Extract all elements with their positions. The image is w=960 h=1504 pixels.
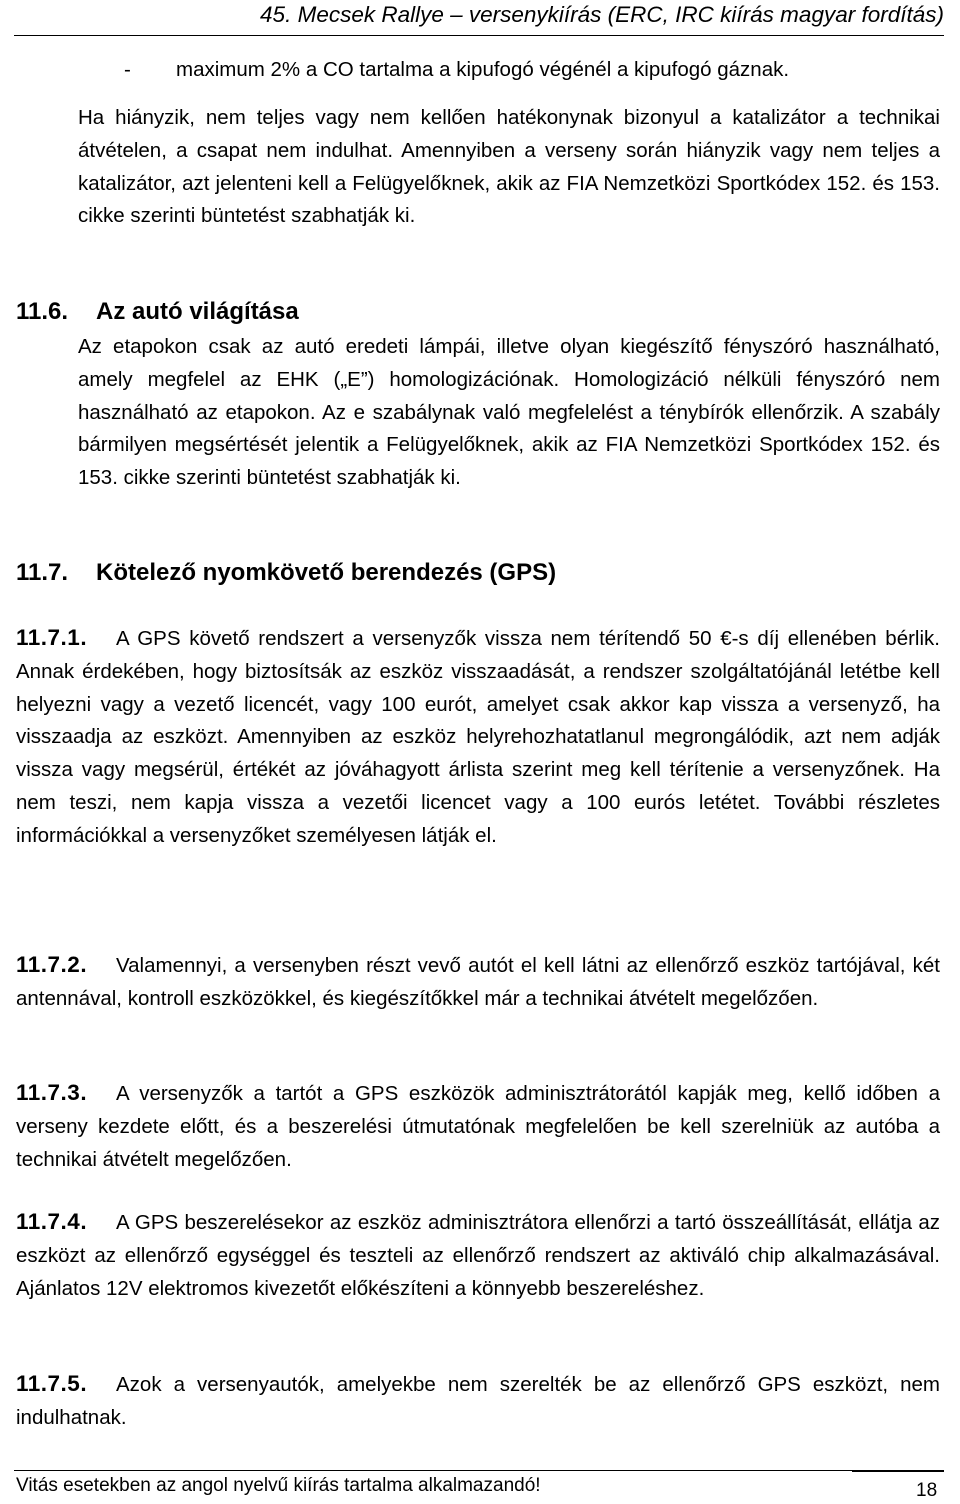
page-number: 18: [916, 1480, 938, 1501]
subsection-11-7-2: [16, 949, 940, 1016]
dash-marker: -: [124, 58, 131, 81]
subsection-text: A versenyzők a tartót a GPS eszközök adminisztrátorától kapják meg, kellő időben a verseny kezdete előtt, és a beszerelési útmutatónak megfelelően be kell szerelniük az autóba a technikai átvételt megelőzően.: [16, 1082, 940, 1171]
subsection-number: 11.7.4.: [16, 1209, 88, 1234]
subsection-text: A GPS beszerelésekor az eszköz adminisztrátora ellenőrzi a tartó összeállítását, ellátja az eszközt az ellenőrző egységgel és teszteli az ellenőrző rendszert az aktiváló chip alkalmazásával. Ajánlatos 12V elektromos kivezetőt előkészíteni a könnyebb beszereléshez.: [16, 1211, 940, 1300]
footer-page-rule: [852, 1470, 944, 1472]
intro-dash-line: [124, 54, 940, 87]
dash-text: maximum 2% a CO tartalma a kipufogó végénél a kipufogó gáznak.: [176, 58, 790, 81]
section-number: 11.7.: [16, 559, 69, 586]
subsection-11-7-1: [16, 622, 940, 853]
section-11-7-heading: [16, 557, 556, 589]
subsection-text: A GPS követő rendszert a versenyzők vissza nem térítendő 50 €-s díj ellenében bérlik. Annak érdekében, hogy biztosítsák az eszköz visszaadását, a rendszer szolgáltatójánál letétbe kell helyezni vagy a vezető licencét, vagy 100 eurót, amelyet csak akkor kap vissza a versenyző, ha visszaadja az eszközt. Amennyiben az eszköz helyrehozhatatlanul megrongálódik, azt nem adják vissza vagy megsérül, értékét az jóváhagyott árlista szerint meg kell térítenie a versenyzőnek. Ha nem teszi, nem kapja vissza a vezetői licencet vagy a 100 eurós letétet. További részletes információkkal a versenyzőket személyesen látják el.: [16, 627, 940, 847]
subsection-11-7-5: [16, 1368, 940, 1435]
section-title: Az autó világítása: [96, 298, 299, 325]
intro-paragraph: Ha hiányzik, nem teljes vagy nem kellően hatékonynak bizonyul a katalizátor a technikai átvételen, a csapat nem indulhat. Amennyiben a verseny során hiányzik vagy nem teljes a katalizátor, azt jelenteni kell a Felügyelőknek, akik az FIA Nemzetközi Sportkódex 152. és 153. cikke szerinti büntetést szabhatják ki.: [78, 106, 940, 228]
header-rule: [14, 35, 944, 36]
page-header-title: 45. Mecsek Rallye – versenykiírás (ERC, IRC kiírás magyar fordítás): [260, 2, 944, 27]
subsection-number: 11.7.2.: [16, 952, 88, 977]
subsection-number: 11.7.3.: [16, 1080, 88, 1105]
subsection-11-7-3: [16, 1077, 940, 1176]
subsection-number: 11.7.5.: [16, 1371, 88, 1396]
footer-rule: [14, 1470, 852, 1471]
subsection-text: Azok a versenyautók, amelyekbe nem szerelték be az ellenőrző GPS eszközt, nem indulhatnak.: [16, 1373, 940, 1429]
section-11-6-body: Az etapokon csak az autó eredeti lámpái, illetve olyan kiegészítő fényszóró használható, amely megfelel az EHK („E”) homologizációnak. Homologizáció nélküli fényszóró nem használható az etapokon. Az e szabálynak való megfelelést a ténybírók ellenőrzik. A szabály bármilyen megsértését jelentik a Felügyelőknek, akik az FIA Nemzetközi Sportkódex 152. és 153. cikke szerinti büntetést szabhatják ki.: [78, 335, 940, 490]
section-title: Kötelező nyomkövető berendezés (GPS): [96, 559, 557, 586]
subsection-11-7-4: [16, 1206, 940, 1305]
section-11-6-heading: [16, 296, 299, 328]
section-number: 11.6.: [16, 298, 69, 325]
subsection-number: 11.7.1.: [16, 625, 88, 650]
subsection-text: Valamennyi, a versenyben részt vevő autót el kell látni az ellenőrző eszköz tartójával, két antennával, kontroll eszközökkel, és kiegészítőkkel már a technikai átvételt megelőzően.: [16, 954, 940, 1010]
footer-note: Vitás esetekben az angol nyelvű kiírás tartalma alkalmazandó!: [16, 1475, 541, 1496]
